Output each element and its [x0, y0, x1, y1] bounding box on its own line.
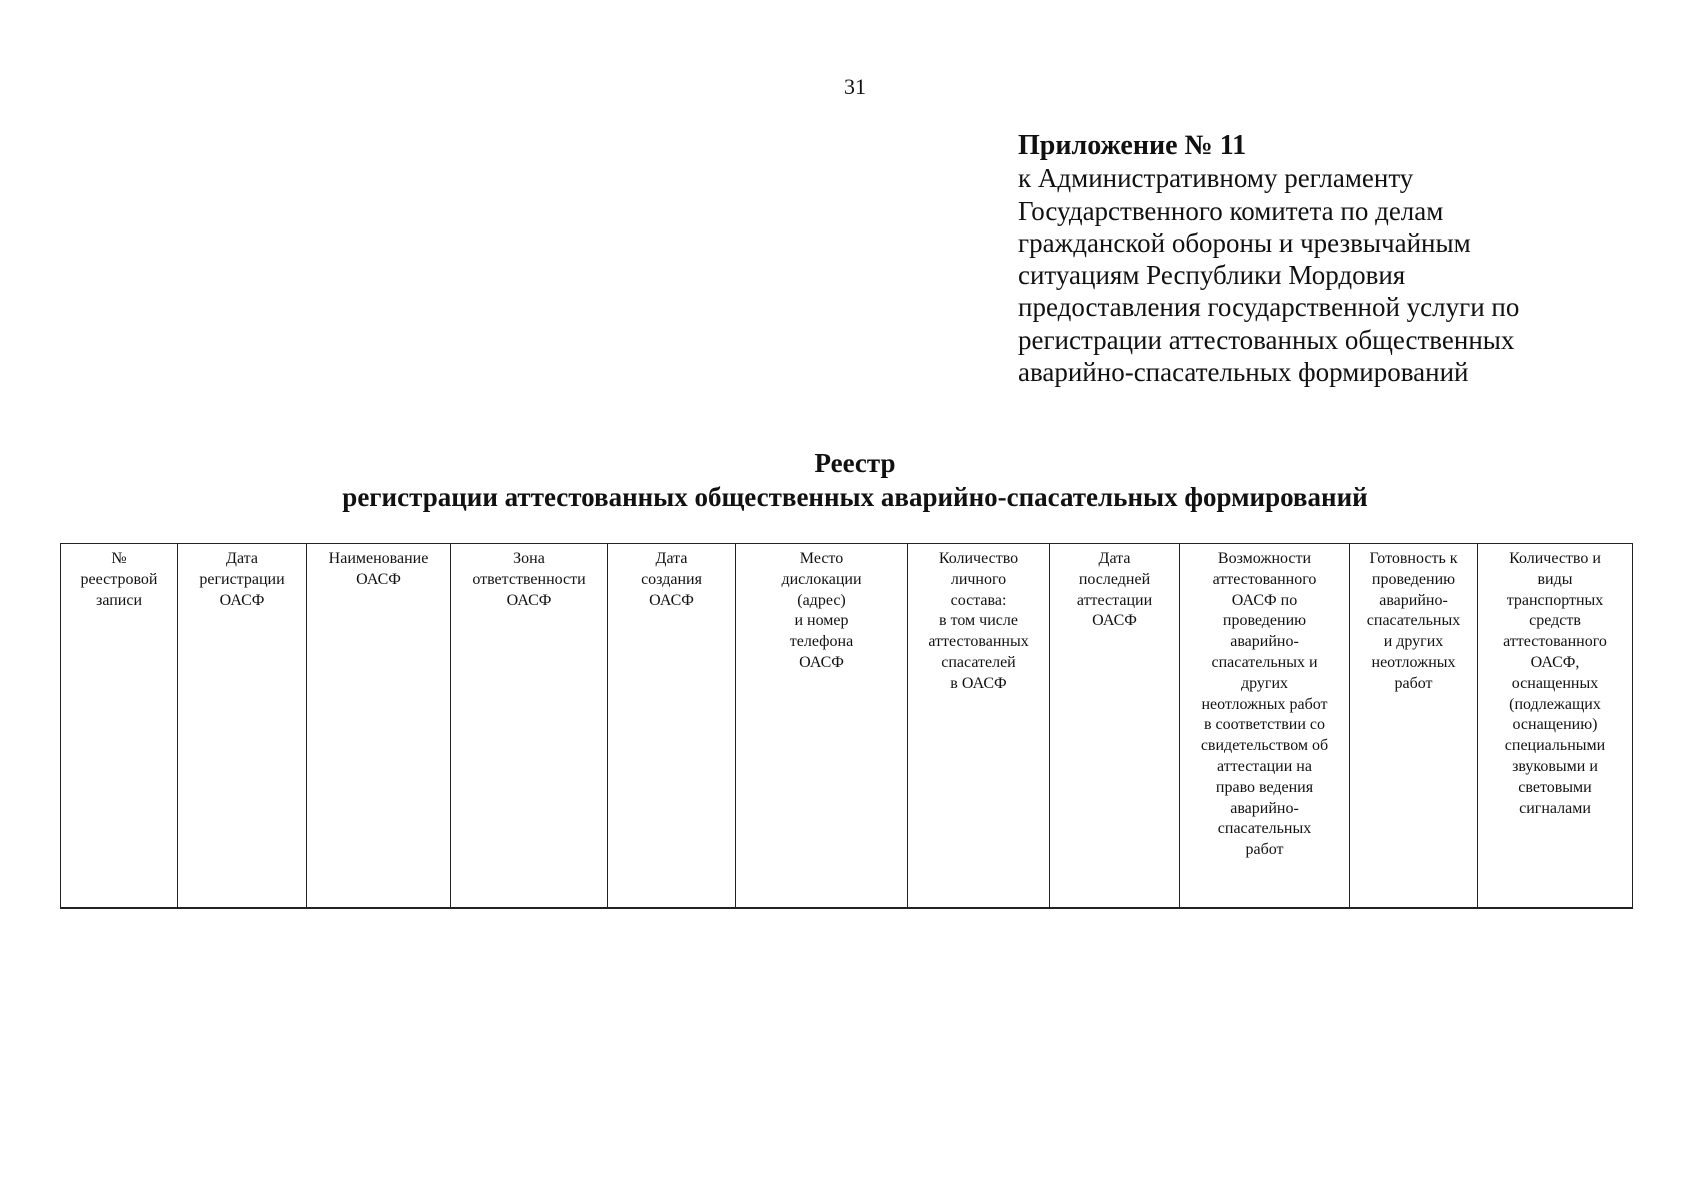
column-header-line: аварийно-: [1230, 799, 1299, 817]
column-header-line: работ: [1394, 674, 1433, 692]
column-header-line: записи: [96, 591, 142, 609]
column-header-line: неотложных: [1371, 653, 1456, 671]
column-header-line: аттестованного: [1503, 633, 1607, 651]
column-header-line: спасательных: [1366, 612, 1461, 630]
column-header-line: оснащению): [1512, 716, 1598, 734]
column-header-line: световыми: [1518, 778, 1592, 796]
column-header-line: дислокации: [781, 570, 862, 588]
column-header-line: ОАСФ: [649, 591, 694, 609]
column-header-line: специальными: [1504, 737, 1606, 755]
column-header: [1050, 544, 1180, 908]
column-header-line: виды: [1537, 570, 1573, 588]
column-header-line: регистрации: [199, 570, 285, 588]
column-header-line: ОАСФ: [1092, 612, 1137, 630]
column-header-line: в том числе: [939, 612, 1018, 630]
column-header-line: аттестованного: [1212, 570, 1317, 588]
column-header-line: Количество: [938, 550, 1019, 567]
column-header-line: свидетельством об: [1200, 737, 1329, 755]
column-header: [61, 544, 178, 908]
column-header-line: оснащенных: [1511, 674, 1599, 692]
column-header-line: в соответствии со: [1203, 716, 1326, 734]
column-header-line: Готовность к: [1369, 550, 1458, 567]
column-header-line: реестровой: [80, 570, 158, 588]
column-header: [307, 544, 451, 908]
column-header-line: (подлежащих: [1509, 695, 1601, 713]
table-cell: [178, 908, 307, 909]
column-header-line: в ОАСФ: [950, 674, 1007, 692]
table-cell: [1050, 908, 1180, 909]
column-header: [908, 544, 1050, 908]
column-header-line: и других: [1383, 633, 1444, 651]
column-header: [451, 544, 608, 908]
column-header-line: создания: [641, 570, 702, 588]
column-header-line: других: [1240, 674, 1289, 692]
page-number: 31: [844, 74, 866, 99]
appendix-line: Государственного комитета по делам: [1018, 195, 1444, 226]
column-header-line: аттестации на: [1217, 757, 1312, 775]
column-header-line: Дата: [1098, 550, 1131, 567]
column-header-line: ОАСФ по: [1231, 591, 1298, 609]
table-cell: [608, 908, 736, 909]
column-header: [608, 544, 736, 908]
appendix-title: Приложение № 11: [1018, 130, 1247, 161]
appendix-block: [1018, 130, 1658, 388]
column-header-line: ОАСФ: [219, 591, 265, 609]
column-header-line: спасательных и: [1211, 653, 1318, 671]
column-header-line: работ: [1245, 841, 1284, 859]
table-cell: [1350, 908, 1478, 909]
column-header-line: последней: [1078, 570, 1151, 588]
column-header-line: неотложных работ: [1201, 695, 1328, 713]
column-header-line: ответственности: [472, 570, 586, 588]
column-header-line: аварийно-: [1379, 591, 1448, 609]
registry-table: [60, 543, 1633, 909]
appendix-line: предоставления государственной услуги по: [1018, 292, 1520, 323]
table-cell: [61, 908, 178, 909]
column-header-line: ОАСФ: [356, 570, 401, 588]
column-header: [736, 544, 908, 908]
table-cell: [736, 908, 908, 909]
appendix-line: регистрации аттестованных общественных: [1018, 324, 1515, 355]
column-header-line: ОАСФ: [799, 653, 844, 671]
column-header: [178, 544, 307, 908]
column-header-line: ОАСФ,: [1530, 653, 1580, 671]
appendix-line: гражданской обороны и чрезвычайным: [1018, 227, 1471, 258]
column-header-line: (адрес): [797, 591, 846, 609]
column-header-line: Дата: [655, 550, 688, 567]
column-header-line: Зона: [513, 550, 545, 567]
column-header-line: аттестованных: [928, 633, 1029, 651]
column-header-line: и номер: [794, 612, 849, 630]
column-header-line: личного: [950, 570, 1007, 588]
column-header-line: Дата: [226, 550, 258, 567]
table-header-row: [61, 544, 1633, 908]
table-cell: [451, 908, 608, 909]
column-header: [1350, 544, 1478, 908]
column-header-line: Количество и: [1509, 550, 1601, 567]
column-header-line: аттестации: [1076, 591, 1153, 609]
column-header-line: транспортных: [1506, 591, 1604, 609]
appendix-line: к Административному регламенту: [1018, 163, 1414, 194]
table-cell: [307, 908, 451, 909]
appendix-line: ситуациям Республики Мордовия: [1018, 260, 1406, 291]
registry-heading-subtitle: регистрации аттестованных общественных аварийно-спасательных формирований: [342, 482, 1368, 512]
column-header-line: спасательных: [1217, 820, 1312, 838]
table-cell: [1180, 908, 1350, 909]
table-cell: [1478, 908, 1633, 909]
column-header-line: Наименование: [328, 550, 429, 567]
column-header-line: звуковыми и: [1512, 757, 1598, 775]
column-header-line: №: [111, 550, 127, 567]
column-header-line: телефона: [789, 633, 854, 651]
column-header: [1478, 544, 1633, 908]
column-header-line: проведению: [1371, 570, 1456, 588]
column-header-line: сигналами: [1519, 799, 1591, 817]
column-header: [1180, 544, 1350, 908]
column-header-line: ОАСФ: [506, 591, 552, 609]
column-header-line: состава:: [950, 591, 1007, 609]
registry-heading-title: Реестр: [814, 448, 896, 478]
column-header-line: Место: [799, 550, 844, 567]
column-header-line: право ведения: [1215, 778, 1314, 796]
column-header-line: спасателей: [941, 653, 1016, 671]
column-header-line: средств: [1529, 612, 1581, 630]
table-row: [61, 908, 1633, 909]
column-header-line: аварийно-: [1230, 633, 1299, 651]
column-header-line: проведению: [1222, 612, 1307, 630]
registry-heading: [0, 446, 1695, 514]
column-header-line: Возможности: [1217, 550, 1312, 567]
appendix-line: аварийно-спасательных формирований: [1018, 357, 1469, 388]
table-cell: [908, 908, 1050, 909]
